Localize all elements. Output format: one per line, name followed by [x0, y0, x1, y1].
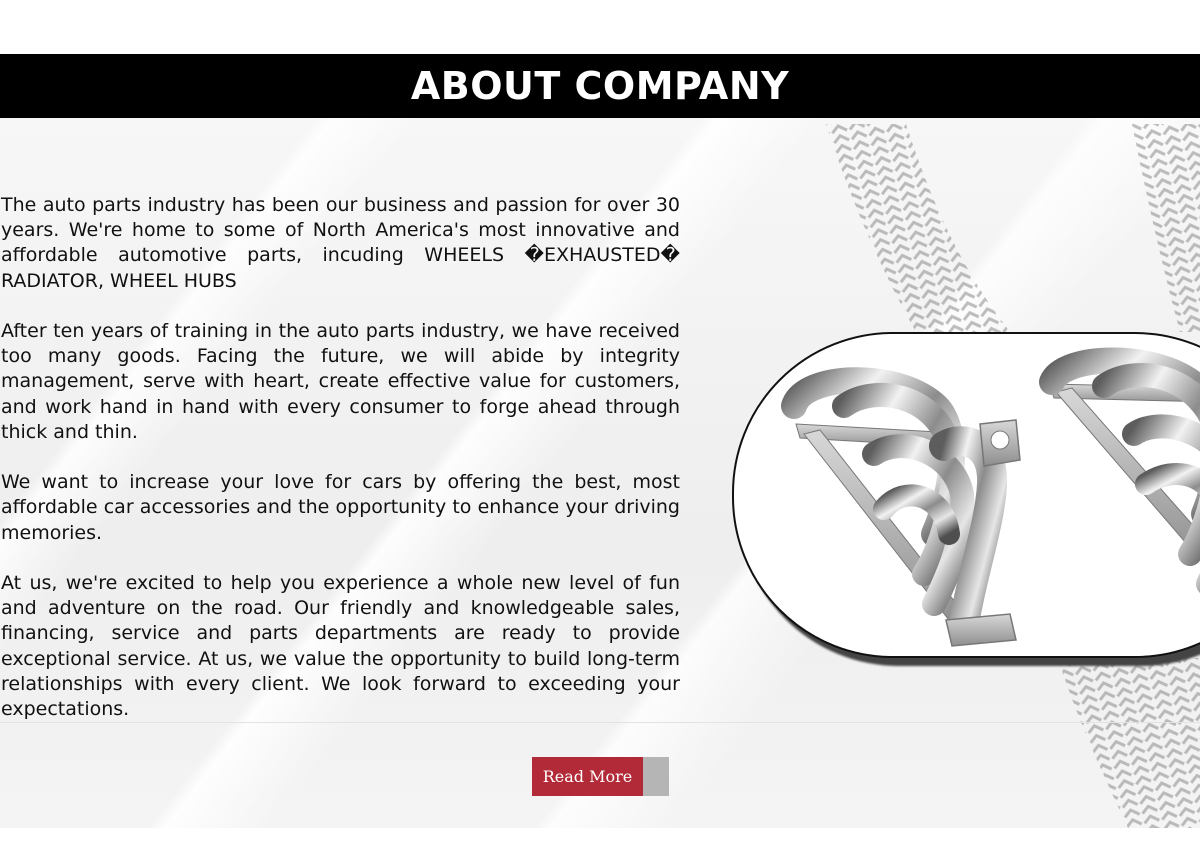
section-title-bar: [0, 54, 1200, 118]
section-title: ABOUT COMPANY: [410, 64, 790, 108]
about-paragraph-4: At us, we're excited to help you experience a whole new level of fun and adventure on the road. Our friendly and knowledgeable sales, financing, service and parts departments are ready to provide exceptional service. At us, we value the opportunity to build long-term relationships with every client. We look forward to exceeding your expectations.: [1, 572, 680, 721]
exhaust-header-1: [794, 380, 1020, 646]
section-divider: [0, 722, 1200, 723]
about-paragraph-1: The auto parts industry has been our business and passion for over 30 years. We're home to some of North America's most innovative and affordable automotive parts, incuding WHEELS �EXHAUSTED� RADIATOR, WHEEL HUBS: [1, 194, 680, 292]
product-image-panel: [732, 332, 1200, 658]
read-more-label: Read More: [532, 757, 643, 796]
about-paragraph-3: We want to increase your love for cars by offering the best, most affordable car accessories and the opportunity to enhance your driving memories.: [1, 471, 680, 544]
exhaust-header-2: [1050, 361, 1200, 585]
read-more-button[interactable]: [532, 757, 669, 796]
exhaust-header-image: [734, 334, 1200, 656]
about-text: [1, 193, 680, 722]
about-content-section: [0, 118, 1200, 828]
about-paragraph-2: After ten years of training in the auto parts industry, we have received too many goods. Facing the future, we will abide by integrity management, serve with heart, create effective value for customers, and work hand in hand with every consumer to forge ahead through thick and thin.: [1, 320, 680, 443]
read-more-tab: [643, 757, 669, 796]
